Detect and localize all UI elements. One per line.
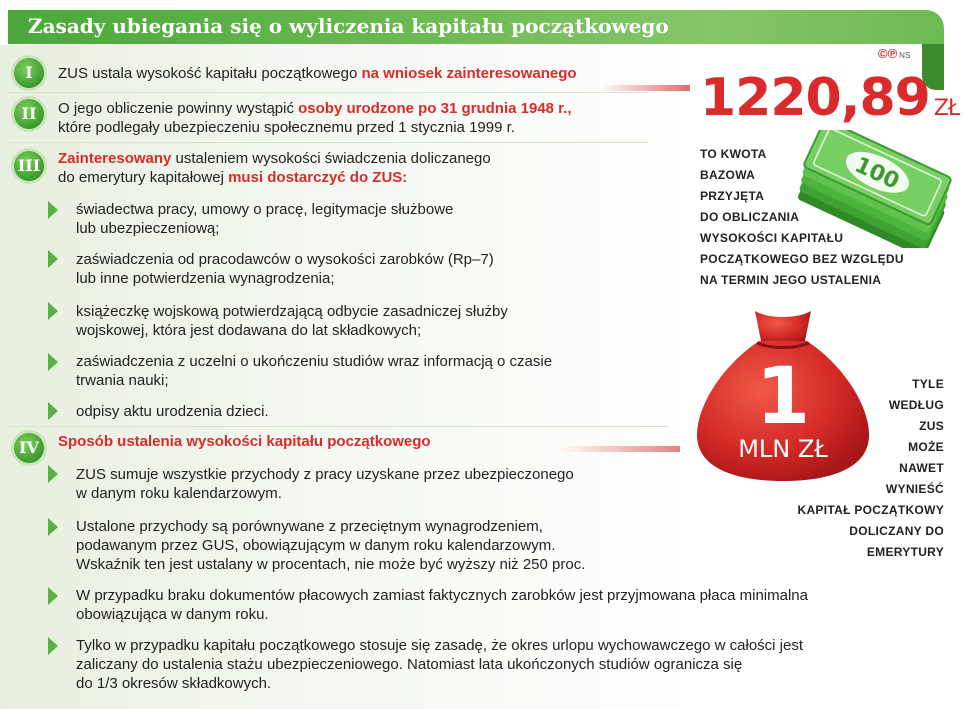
bullet-arrow-icon bbox=[48, 587, 58, 605]
list-item-line: lub inne potwierdzenia wynagrodzenia; bbox=[76, 270, 335, 287]
section-ii-line-1 bbox=[58, 99, 572, 118]
bullet-arrow-icon bbox=[48, 250, 58, 268]
list-item-line: w danym roku kalendarzowym. bbox=[76, 485, 282, 502]
page-title: Zasady ubiegania się o wyliczenia kapitału początkowego bbox=[28, 14, 669, 38]
list-item-line: lub ubezpieczeniową; bbox=[76, 220, 220, 237]
bullet-arrow-icon bbox=[48, 302, 58, 320]
section-iv-accent-line bbox=[560, 446, 680, 452]
section-i-accent-line bbox=[600, 85, 690, 91]
divider bbox=[8, 142, 648, 143]
bag-caption-line: DOLICZANY DO bbox=[849, 524, 944, 538]
divider bbox=[8, 426, 668, 427]
list-item-line: zaświadczenia z uczelni o ukończeniu studiów wraz informacją o czasie bbox=[76, 353, 553, 370]
bag-caption-line: EMERYTURY bbox=[866, 545, 944, 559]
bag-caption-line: WYNIEŚĆ bbox=[885, 482, 944, 496]
amount-caption-line: DO OBLICZANIA bbox=[700, 210, 800, 224]
amount-caption-line: NA TERMIN JEGO USTALENIA bbox=[700, 273, 882, 287]
bullet-arrow-icon bbox=[48, 201, 58, 219]
bag-caption-line: KAPITAŁ POCZĄTKOWY bbox=[797, 503, 944, 517]
list-item-line: W przypadku braku dokumentów płacowych zamiast faktycznych zarobków jest przyjmowana płaca minimalna bbox=[76, 587, 808, 604]
list-item-line: zaliczany do ustalenia stażu ubezpieczeniowego. Natomiast lata ukończonych studiów ogranicza się bbox=[76, 656, 743, 673]
base-amount-unit: ZŁ bbox=[933, 96, 960, 121]
section-iii-text-plain-1: ustaleniem wysokości świadczenia doliczanego bbox=[171, 150, 491, 167]
section-iii-text-highlight-2: musi dostarczyć do ZUS: bbox=[228, 169, 408, 186]
section-numeral-i: I bbox=[14, 58, 44, 88]
bag-caption-line: NAWET bbox=[899, 461, 944, 475]
list-item-line: ZUS sumuje wszystkie przychody z pracy uzyskane przez ubezpieczonego bbox=[76, 466, 574, 483]
list-item-line: trwania nauki; bbox=[76, 372, 169, 389]
section-iii-text-highlight-1: Zainteresowany bbox=[58, 150, 172, 167]
list-item-line: odpisy aktu urodzenia dzieci. bbox=[76, 403, 269, 420]
header-bar bbox=[8, 10, 944, 44]
list-item-line: do 1/3 okresów składkowych. bbox=[76, 675, 272, 692]
amount-caption-line: TO KWOTA bbox=[700, 147, 767, 161]
copyright-symbols: ©℗ bbox=[878, 46, 898, 61]
list-item-line: świadectwa pracy, umowy o pracę, legitymacje służbowe bbox=[76, 201, 454, 218]
list-item-line: zaświadczenia od pracodawców o wysokości zarobków (Rp–7) bbox=[76, 251, 494, 268]
divider bbox=[8, 92, 648, 93]
bag-caption-line: TYLE bbox=[912, 377, 944, 391]
bullet-arrow-icon bbox=[48, 353, 58, 371]
section-i-text-highlight: na wniosek zainteresowanego bbox=[361, 65, 577, 82]
bag-caption-line: ZUS bbox=[919, 419, 944, 433]
amount-caption-line: BAZOWA bbox=[700, 168, 756, 182]
section-numeral-ii: II bbox=[14, 99, 44, 129]
section-i-text bbox=[58, 64, 577, 83]
list-item-line: podawanym przez GUS, obowiązującym w danym roku kalendarzowym. bbox=[76, 537, 556, 554]
section-ii-text-plain: O jego obliczenie powinny wystąpić bbox=[58, 100, 299, 117]
amount-caption-line: WYSOKOŚCI KAPITAŁU bbox=[700, 231, 844, 245]
copyright-mark bbox=[878, 46, 910, 61]
section-iii-text-plain-2: do emerytury kapitałowej bbox=[58, 169, 229, 186]
bag-caption-line: WEDŁUG bbox=[888, 398, 944, 412]
bullet-arrow-icon bbox=[48, 637, 58, 655]
bullet-arrow-icon bbox=[48, 402, 58, 420]
section-iii-line-2 bbox=[58, 168, 407, 187]
amount-caption-line: PRZYJĘTA bbox=[700, 189, 765, 203]
section-iv-heading: Sposób ustalenia wysokości kapitału początkowego bbox=[58, 433, 431, 450]
list-item-line: książeczkę wojskową potwierdzającą odbycie zasadniczej służby bbox=[76, 303, 508, 320]
section-iii-line-1 bbox=[58, 149, 491, 168]
section-numeral-iii: III bbox=[14, 151, 44, 181]
base-amount bbox=[700, 68, 959, 128]
section-ii-text-highlight: osoby urodzone po 31 grudnia 1948 r., bbox=[298, 100, 572, 117]
list-item-line: Wskaźnik ten jest ustalany w procentach, nie może być wyższy niż 250 proc. bbox=[76, 556, 586, 573]
list-item-line: obowiązująca w danym roku. bbox=[76, 606, 269, 623]
list-item-line: Ustalone przychody są porównywane z przeciętnym wynagrodzeniem, bbox=[76, 518, 543, 535]
amount-caption-line: POCZĄTKOWEGO BEZ WZGLĘDU bbox=[700, 252, 904, 266]
list-item-line: wojskowej, która jest dodawana do lat składkowych; bbox=[76, 322, 422, 339]
list-item-line: Tylko w przypadku kapitału początkowego stosuje się zasadę, że okres urlopu wychowawczego w całości jest bbox=[76, 637, 804, 654]
bag-caption bbox=[760, 374, 944, 563]
bag-number: 1 bbox=[755, 352, 811, 442]
section-i-text-plain: ZUS ustala wysokość kapitału początkowego bbox=[58, 65, 362, 82]
author-initials: NS bbox=[899, 51, 911, 60]
bullet-arrow-icon bbox=[48, 465, 58, 483]
amount-caption bbox=[700, 144, 904, 291]
section-ii-line-2: które podlegały ubezpieczeniu społecznemu przed 1 stycznia 1999 r. bbox=[58, 119, 515, 136]
bag-unit: MLN ZŁ bbox=[738, 435, 828, 463]
section-numeral-iv: IV bbox=[14, 433, 44, 463]
bullet-arrow-icon bbox=[48, 518, 58, 536]
banknote-value: 100 bbox=[850, 152, 903, 195]
bag-caption-line: MOŻE bbox=[908, 440, 944, 454]
base-amount-value: 1220,89 bbox=[700, 68, 930, 128]
